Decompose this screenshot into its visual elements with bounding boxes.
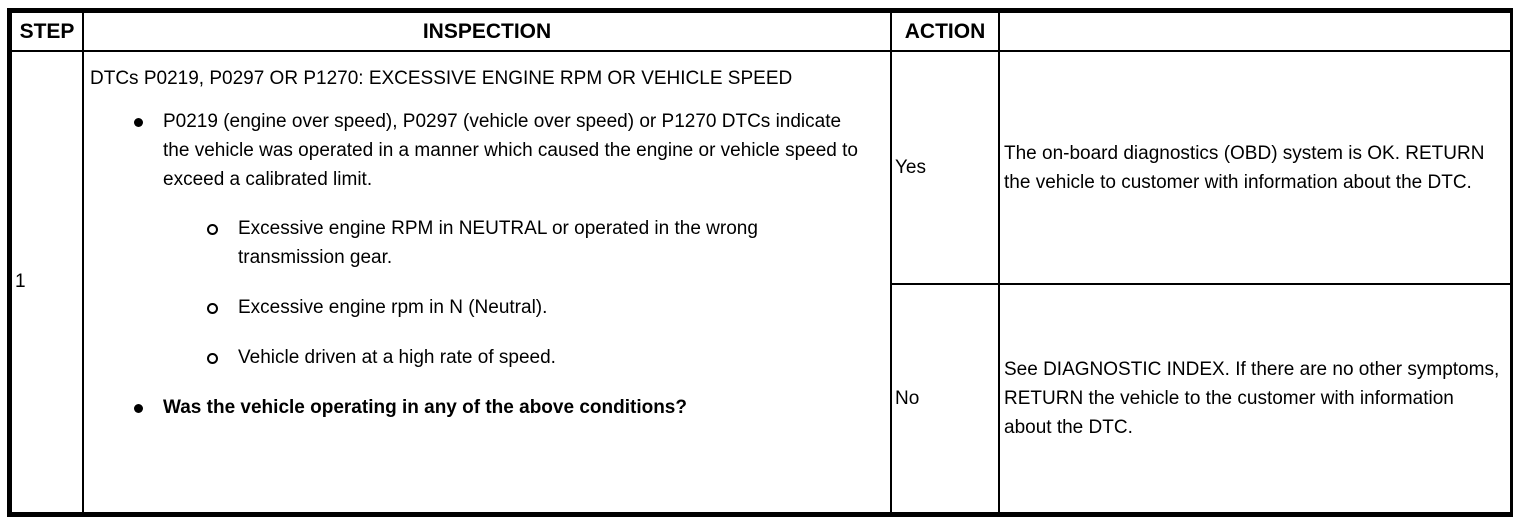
- bullet-item: [90, 107, 884, 194]
- bullet-question: [90, 393, 884, 422]
- header-step: STEP: [11, 12, 83, 51]
- filled-bullet-icon: [134, 118, 143, 127]
- hollow-bullet-icon: [207, 353, 218, 364]
- sub-item: [90, 293, 884, 322]
- sub-item: [90, 214, 884, 272]
- header-row: [11, 12, 1511, 51]
- filled-bullet-icon: [134, 404, 143, 413]
- action-no: See DIAGNOSTIC INDEX. If there are no other symptoms, RETURN the vehicle to the customer with information about the DTC.: [999, 284, 1511, 513]
- hollow-bullet-icon: [207, 303, 218, 314]
- sub-item-text: Vehicle driven at a high rate of speed.: [238, 347, 556, 368]
- header-action: ACTION: [891, 12, 999, 51]
- sub-item-text: Excessive engine RPM in NEUTRAL or operated in the wrong transmission gear.: [238, 218, 758, 268]
- answer-yes: Yes: [891, 51, 999, 284]
- sub-item-text: Excessive engine rpm in N (Neutral).: [238, 297, 548, 318]
- question-text: Was the vehicle operating in any of the above conditions?: [163, 397, 687, 418]
- action-yes: The on-board diagnostics (OBD) system is OK. RETURN the vehicle to customer with information about the DTC.: [999, 51, 1511, 284]
- table-row: [11, 51, 1511, 284]
- header-inspection: INSPECTION: [83, 12, 891, 51]
- sub-item: [90, 343, 884, 372]
- sub-item-list: [90, 214, 884, 372]
- step-number: 1: [11, 51, 83, 513]
- hollow-bullet-icon: [207, 224, 218, 235]
- bullet-text: P0219 (engine over speed), P0297 (vehicle over speed) or P1270 DTCs indicate the vehicle was operated in a manner which caused the engine or vehicle speed to exceed a calibrated limit.: [163, 111, 858, 190]
- diagnostic-table: [10, 11, 1512, 514]
- header-result: [999, 12, 1511, 51]
- diagnostic-table-frame: [7, 8, 1513, 517]
- inspection-cell: [83, 51, 891, 513]
- answer-no: No: [891, 284, 999, 513]
- inspection-title: DTCs P0219, P0297 OR P1270: EXCESSIVE ENGINE RPM OR VEHICLE SPEED: [90, 68, 793, 89]
